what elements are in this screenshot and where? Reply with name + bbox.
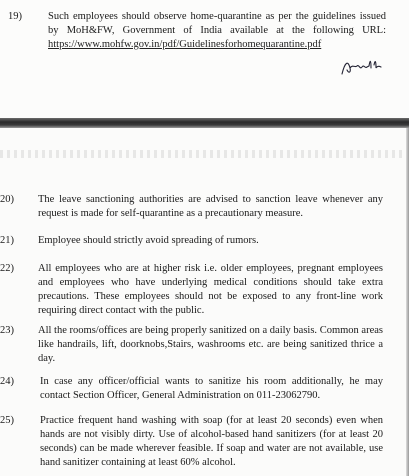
item-number: 20) — [0, 194, 14, 205]
item-text: Employee should strictly avoid spreading of rumors. — [38, 235, 259, 246]
item-text: All the rooms/offices are being properly sanitized on a daily basis. Common areas like handrails, lift, doorknobs,Stairs, washrooms etc. are being sanitized thrice a day. — [38, 325, 383, 364]
item-text-body: Such employees should observe home-quarantine as per the guidelines issued by MoH&FW, Government of India available at the following URL: — [48, 11, 386, 36]
item-number: 24) — [0, 376, 14, 387]
item-text: In case any officer/official wants to sanitize his room additionally, he may contact Section Officer, General Administration on 011-23062790. — [40, 376, 383, 401]
item-text: All employees who are at higher risk i.e. older employees, pregnant employees and employees who have underlying medical conditions should take extra precautions. These employees should not be exposed to any front-line work requiring direct contact with the public. — [38, 263, 383, 316]
item-number: 25) — [0, 415, 14, 426]
item-number: 19) — [8, 11, 22, 22]
item-text — [48, 10, 386, 52]
item-text: Practice frequent hand washing with soap (for at least 20 seconds) even when hands are not visibly dirty. Use of alcohol-based hand sanitizers (for at least 20 seconds) can be made wherever feasible. If soap and water are not available, use hand sanitizer containing at least 60% alcohol. — [40, 415, 383, 468]
signature — [339, 56, 383, 78]
scan-page-gap — [0, 118, 409, 128]
item-number: 21) — [0, 235, 14, 246]
bleed-through-text — [0, 150, 409, 158]
item-number: 22) — [0, 263, 14, 274]
item-number: 23) — [0, 325, 14, 336]
guidelines-link[interactable]: https://www.mohfw.gov.in/pdf/Guidelinesforhomequarantine.pdf — [48, 39, 322, 50]
item-text: The leave sanctioning authorities are advised to sanction leave whenever any request is made for self-quarantine as a precautionary measure. — [38, 194, 383, 219]
